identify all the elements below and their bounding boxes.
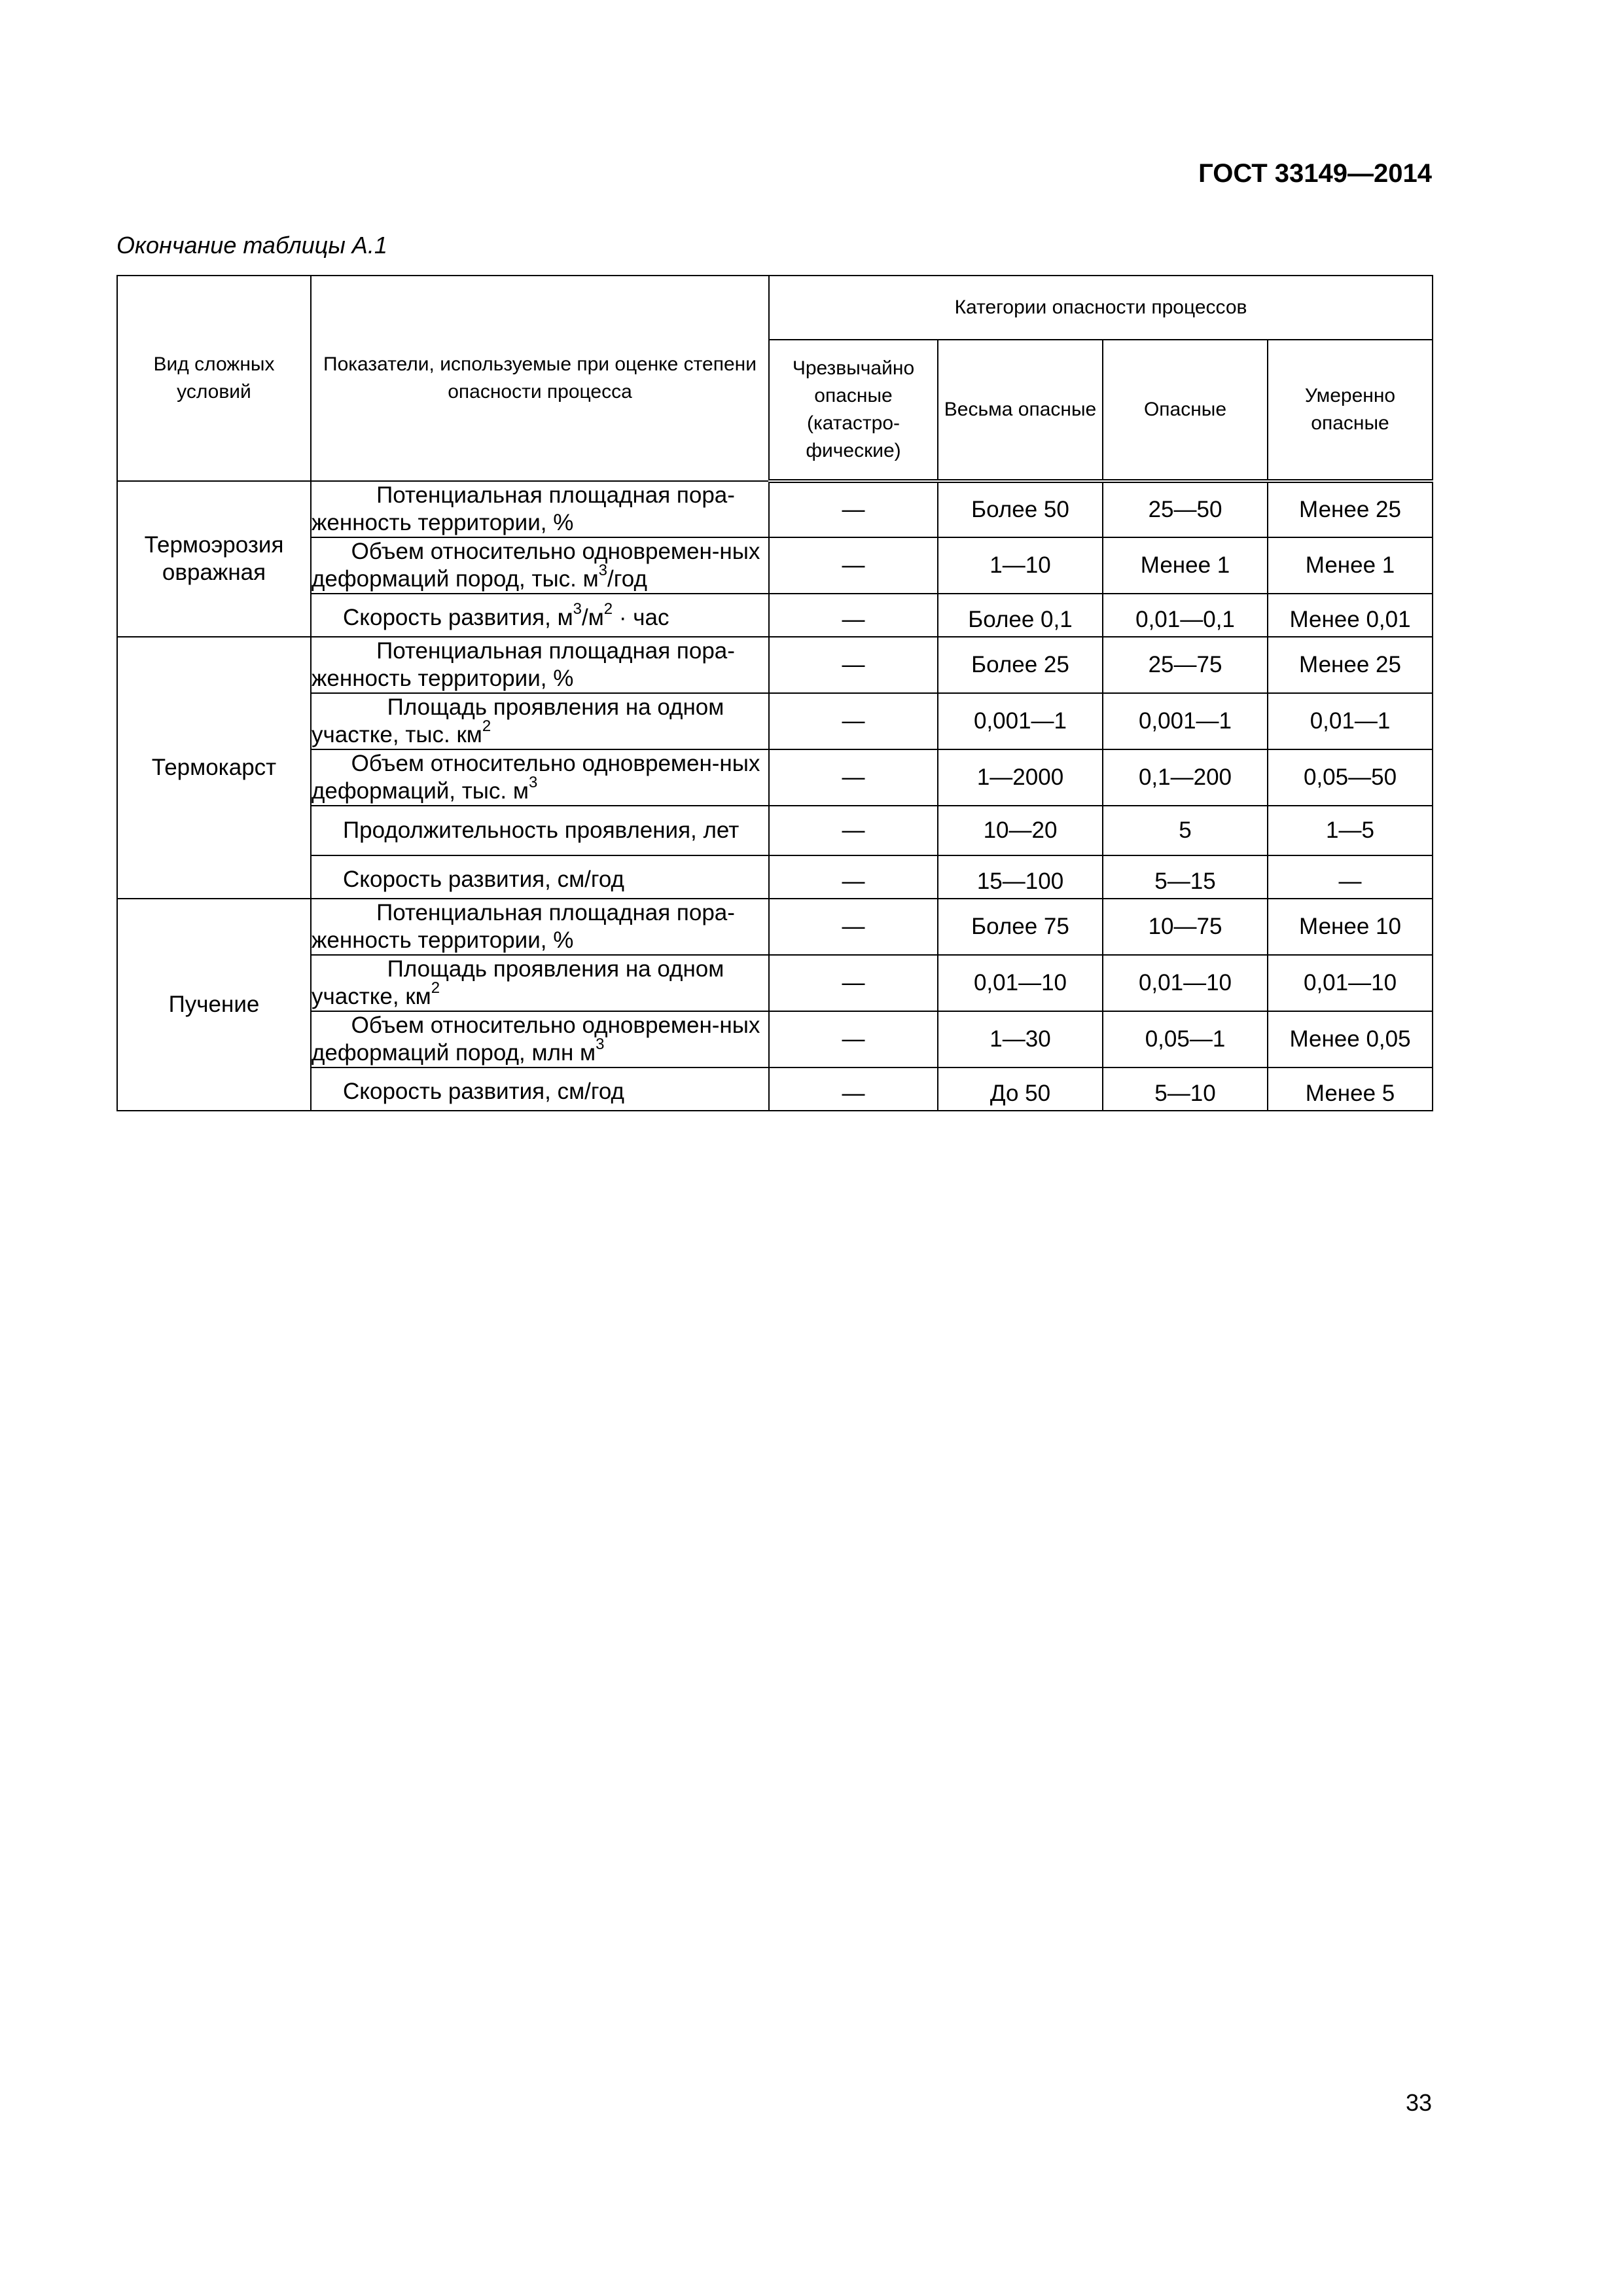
table-row bbox=[117, 693, 1433, 749]
group-name: Пучение bbox=[117, 899, 311, 1111]
header-category-extreme: Чрезвычайно опасные (катастро-фические) bbox=[769, 340, 938, 481]
indicator-cell: Скорость развития, см/год bbox=[311, 855, 769, 899]
indicator-cell: Потенциальная площадная пора-женность территории, % bbox=[311, 481, 769, 537]
value-cell: 0,01—10 bbox=[1103, 955, 1268, 1011]
value-cell: Менее 0,01 bbox=[1268, 594, 1433, 637]
group-name: Термоэрозия овражная bbox=[117, 481, 311, 637]
header-category-moderate: Умеренно опасные bbox=[1268, 340, 1433, 481]
header-category-very-high: Весьма опасные bbox=[938, 340, 1103, 481]
value-cell: 0,01—1 bbox=[1268, 693, 1433, 749]
hazard-table bbox=[116, 275, 1433, 1111]
value-cell: 1—5 bbox=[1268, 806, 1433, 855]
value-cell: 0,01—10 bbox=[938, 955, 1103, 1011]
table-row bbox=[117, 955, 1433, 1011]
value-cell: 15—100 bbox=[938, 855, 1103, 899]
table-row bbox=[117, 537, 1433, 594]
value-cell: — bbox=[769, 693, 938, 749]
value-cell: 5—15 bbox=[1103, 855, 1268, 899]
value-cell: — bbox=[769, 955, 938, 1011]
table-row bbox=[117, 899, 1433, 955]
value-cell: 5 bbox=[1103, 806, 1268, 855]
value-cell: Более 0,1 bbox=[938, 594, 1103, 637]
value-cell: — bbox=[769, 749, 938, 806]
table-row bbox=[117, 855, 1433, 899]
indicator-cell: Скорость развития, $м^3/м^2$ · час bbox=[311, 594, 769, 637]
indicator-cell: Объем относительно одновремен-ных деформаций пород, млн $м^3$ bbox=[311, 1011, 769, 1067]
page-number: 33 bbox=[1405, 2089, 1432, 2116]
indicator-cell: Объем относительно одновремен-ных деформаций пород, тыс. $м^3$/год bbox=[311, 537, 769, 594]
value-cell: 10—75 bbox=[1103, 899, 1268, 955]
value-cell: Менее 25 bbox=[1268, 637, 1433, 693]
value-cell: 5—10 bbox=[1103, 1067, 1268, 1111]
table-row bbox=[117, 481, 1433, 537]
value-cell: 0,01—0,1 bbox=[1103, 594, 1268, 637]
indicator-cell: Площадь проявления на одном участке, тыс. $км^2$ bbox=[311, 693, 769, 749]
table-row bbox=[117, 749, 1433, 806]
value-cell: 10—20 bbox=[938, 806, 1103, 855]
value-cell: Более 50 bbox=[938, 481, 1103, 537]
indicator-cell: Объем относительно одновремен-ных деформаций, тыс. $м^3$ bbox=[311, 749, 769, 806]
value-cell: 1—30 bbox=[938, 1011, 1103, 1067]
value-cell: 25—50 bbox=[1103, 481, 1268, 537]
value-cell: — bbox=[769, 855, 938, 899]
table-row bbox=[117, 637, 1433, 693]
value-cell: 0,001—1 bbox=[938, 693, 1103, 749]
value-cell: — bbox=[769, 1011, 938, 1067]
value-cell: Менее 25 bbox=[1268, 481, 1433, 537]
value-cell: Менее 0,05 bbox=[1268, 1011, 1433, 1067]
indicator-cell: Потенциальная площадная пора-женность территории, % bbox=[311, 637, 769, 693]
value-cell: — bbox=[769, 1067, 938, 1111]
table-row bbox=[117, 594, 1433, 637]
value-cell: — bbox=[769, 537, 938, 594]
value-cell: — bbox=[769, 594, 938, 637]
value-cell: — bbox=[769, 899, 938, 955]
table-row bbox=[117, 1067, 1433, 1111]
header-category-high: Опасные bbox=[1103, 340, 1268, 481]
indicator-cell: Скорость развития, см/год bbox=[311, 1067, 769, 1111]
value-cell: Менее 10 bbox=[1268, 899, 1433, 955]
value-cell: 25—75 bbox=[1103, 637, 1268, 693]
value-cell: 0,05—50 bbox=[1268, 749, 1433, 806]
table-row bbox=[117, 806, 1433, 855]
value-cell: 1—2000 bbox=[938, 749, 1103, 806]
document-code: ГОСТ 33149—2014 bbox=[1198, 159, 1432, 188]
value-cell: — bbox=[769, 481, 938, 537]
value-cell: — bbox=[769, 637, 938, 693]
header-categories-title: Категории опасности процессов bbox=[769, 276, 1433, 340]
value-cell: 0,05—1 bbox=[1103, 1011, 1268, 1067]
table-row bbox=[117, 1011, 1433, 1067]
value-cell: Более 75 bbox=[938, 899, 1103, 955]
value-cell: До 50 bbox=[938, 1067, 1103, 1111]
value-cell: — bbox=[769, 806, 938, 855]
value-cell: — bbox=[1268, 855, 1433, 899]
group-name: Термокарст bbox=[117, 637, 311, 899]
value-cell: 0,01—10 bbox=[1268, 955, 1433, 1011]
indicator-cell: Потенциальная площадная пора-женность территории, % bbox=[311, 899, 769, 955]
value-cell: Более 25 bbox=[938, 637, 1103, 693]
table-caption: Окончание таблицы А.1 bbox=[116, 232, 387, 259]
indicator-cell: Продолжительность проявления, лет bbox=[311, 806, 769, 855]
indicator-cell: Площадь проявления на одном участке, $км^2$ bbox=[311, 955, 769, 1011]
value-cell: Менее 1 bbox=[1103, 537, 1268, 594]
value-cell: Менее 5 bbox=[1268, 1067, 1433, 1111]
value-cell: 0,001—1 bbox=[1103, 693, 1268, 749]
value-cell: 1—10 bbox=[938, 537, 1103, 594]
header-indicator: Показатели, используемые при оценке степени опасности процесса bbox=[311, 276, 769, 481]
value-cell: 0,1—200 bbox=[1103, 749, 1268, 806]
value-cell: Менее 1 bbox=[1268, 537, 1433, 594]
header-condition: Вид сложных условий bbox=[117, 276, 311, 481]
